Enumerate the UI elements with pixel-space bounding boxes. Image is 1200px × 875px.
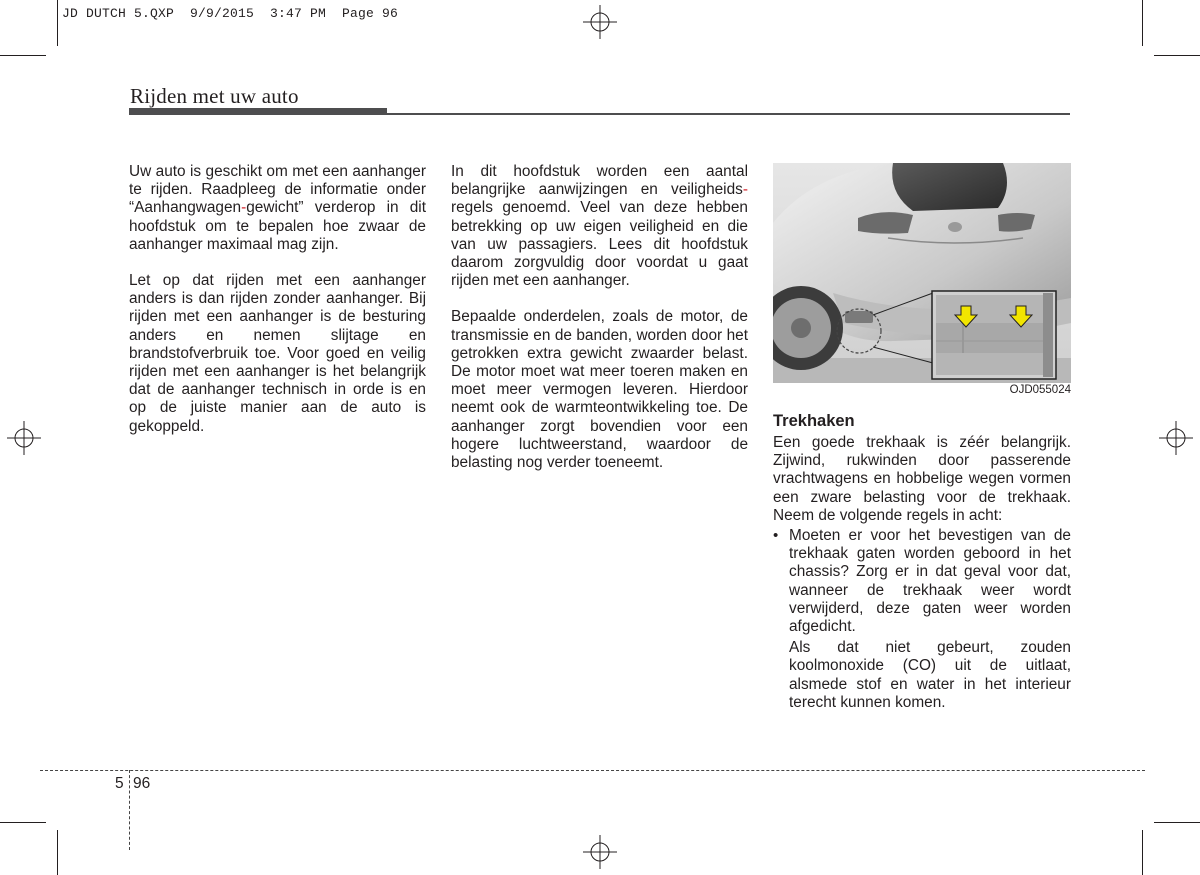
- registration-mark-icon: [1159, 421, 1193, 455]
- footer-divider: [129, 770, 130, 850]
- paragraph: Een goede trekhaak is zéér belangrijk. Zijwind, rukwinden door passerende vrachtwagens en hobbelige wegen vormen een zware belasting voor de trekhaak. Neem de volgende regels in acht:: [773, 434, 1071, 524]
- page-number: 96: [133, 775, 151, 792]
- crop-mark: [1142, 0, 1143, 46]
- paragraph: Let op dat rijden met een aanhanger anders is dan rijden zonder aanhanger. Bij rijden met een aanhanger is de besturing anders en nemen slijtage en brandstofverbruik toe. Voor goed en veilig rijden met een aanhanger is het belangrijk dat de aanhanger technisch in orde is en op de juiste manier aan de auto is gekoppeld.: [129, 272, 426, 435]
- column-3: [773, 412, 1071, 712]
- figure-code: OJD055024: [1009, 384, 1071, 396]
- registration-mark-icon: [583, 835, 617, 869]
- print-slug: JD DUTCH 5.QXP 9/9/2015 3:47 PM Page 96: [62, 6, 399, 21]
- crop-mark: [1154, 55, 1200, 56]
- registration-mark-icon: [583, 5, 617, 39]
- crop-mark: [0, 55, 46, 56]
- column-2: [451, 163, 748, 472]
- paragraph: Bepaalde onderdelen, zoals de motor, de transmissie en de banden, worden door het getrokken extra gewicht zwaarder belast. De motor moet wat meer toeren maken en moet meer vermogen leveren. Hierdoor neemt ook de warmteontwikkeling toe. De aanhanger zorgt bovendien voor een hogere luchtweerstand, waardoor de belasting nog verder toeneemt.: [451, 308, 748, 472]
- paragraph: Moeten er voor het bevestigen van de trekhaak gaten worden geboord in het chassis? Zorg er in dat geval voor dat, wanneer de trekhaak weer wordt verwijderd, deze gaten weer worden afgedicht.: [789, 527, 1071, 636]
- crop-mark: [57, 0, 58, 46]
- crop-mark: [1154, 822, 1200, 823]
- paragraph: In dit hoofdstuk worden een aantal belangrijke aanwijzingen en veiligheids-regels genoemd. Veel van deze hebben betrekking op uw eigen veiligheid en die van uw passagiers. Lees dit hoofdstuk daarom zorgvuldig door voordat u gaat rijden met een aanhanger.: [451, 163, 748, 290]
- bullet-list: [773, 527, 1071, 712]
- footer-rule: [40, 770, 1145, 771]
- section-title: Rijden met uw auto: [130, 84, 299, 108]
- paragraph: Uw auto is geschikt om met een aanhanger te rijden. Raadpleeg de informatie onder “Aanhangwagen-gewicht” verderop in dit hoofdstuk om te bepalen hoe zwaar de aanhanger maximaal mag zijn.: [129, 163, 426, 253]
- crop-mark: [1142, 830, 1143, 875]
- header-rule-thin: [387, 113, 1070, 115]
- column-1: [129, 163, 426, 436]
- bullet-icon: •: [773, 527, 779, 545]
- list-item: [773, 527, 1071, 712]
- crop-mark: [57, 830, 58, 875]
- paragraph: Als dat niet gebeurt, zouden koolmonoxide (CO) uit de uitlaat, alsmede stof en water in het interieur terecht kunnen komen.: [789, 639, 1071, 711]
- chapter-number: 5: [115, 775, 124, 792]
- header-rule-thick: [129, 108, 387, 115]
- registration-mark-icon: [7, 421, 41, 455]
- section-heading: Trekhaken: [773, 412, 855, 430]
- crop-mark: [0, 822, 46, 823]
- car-rear-illustration: [773, 163, 1071, 383]
